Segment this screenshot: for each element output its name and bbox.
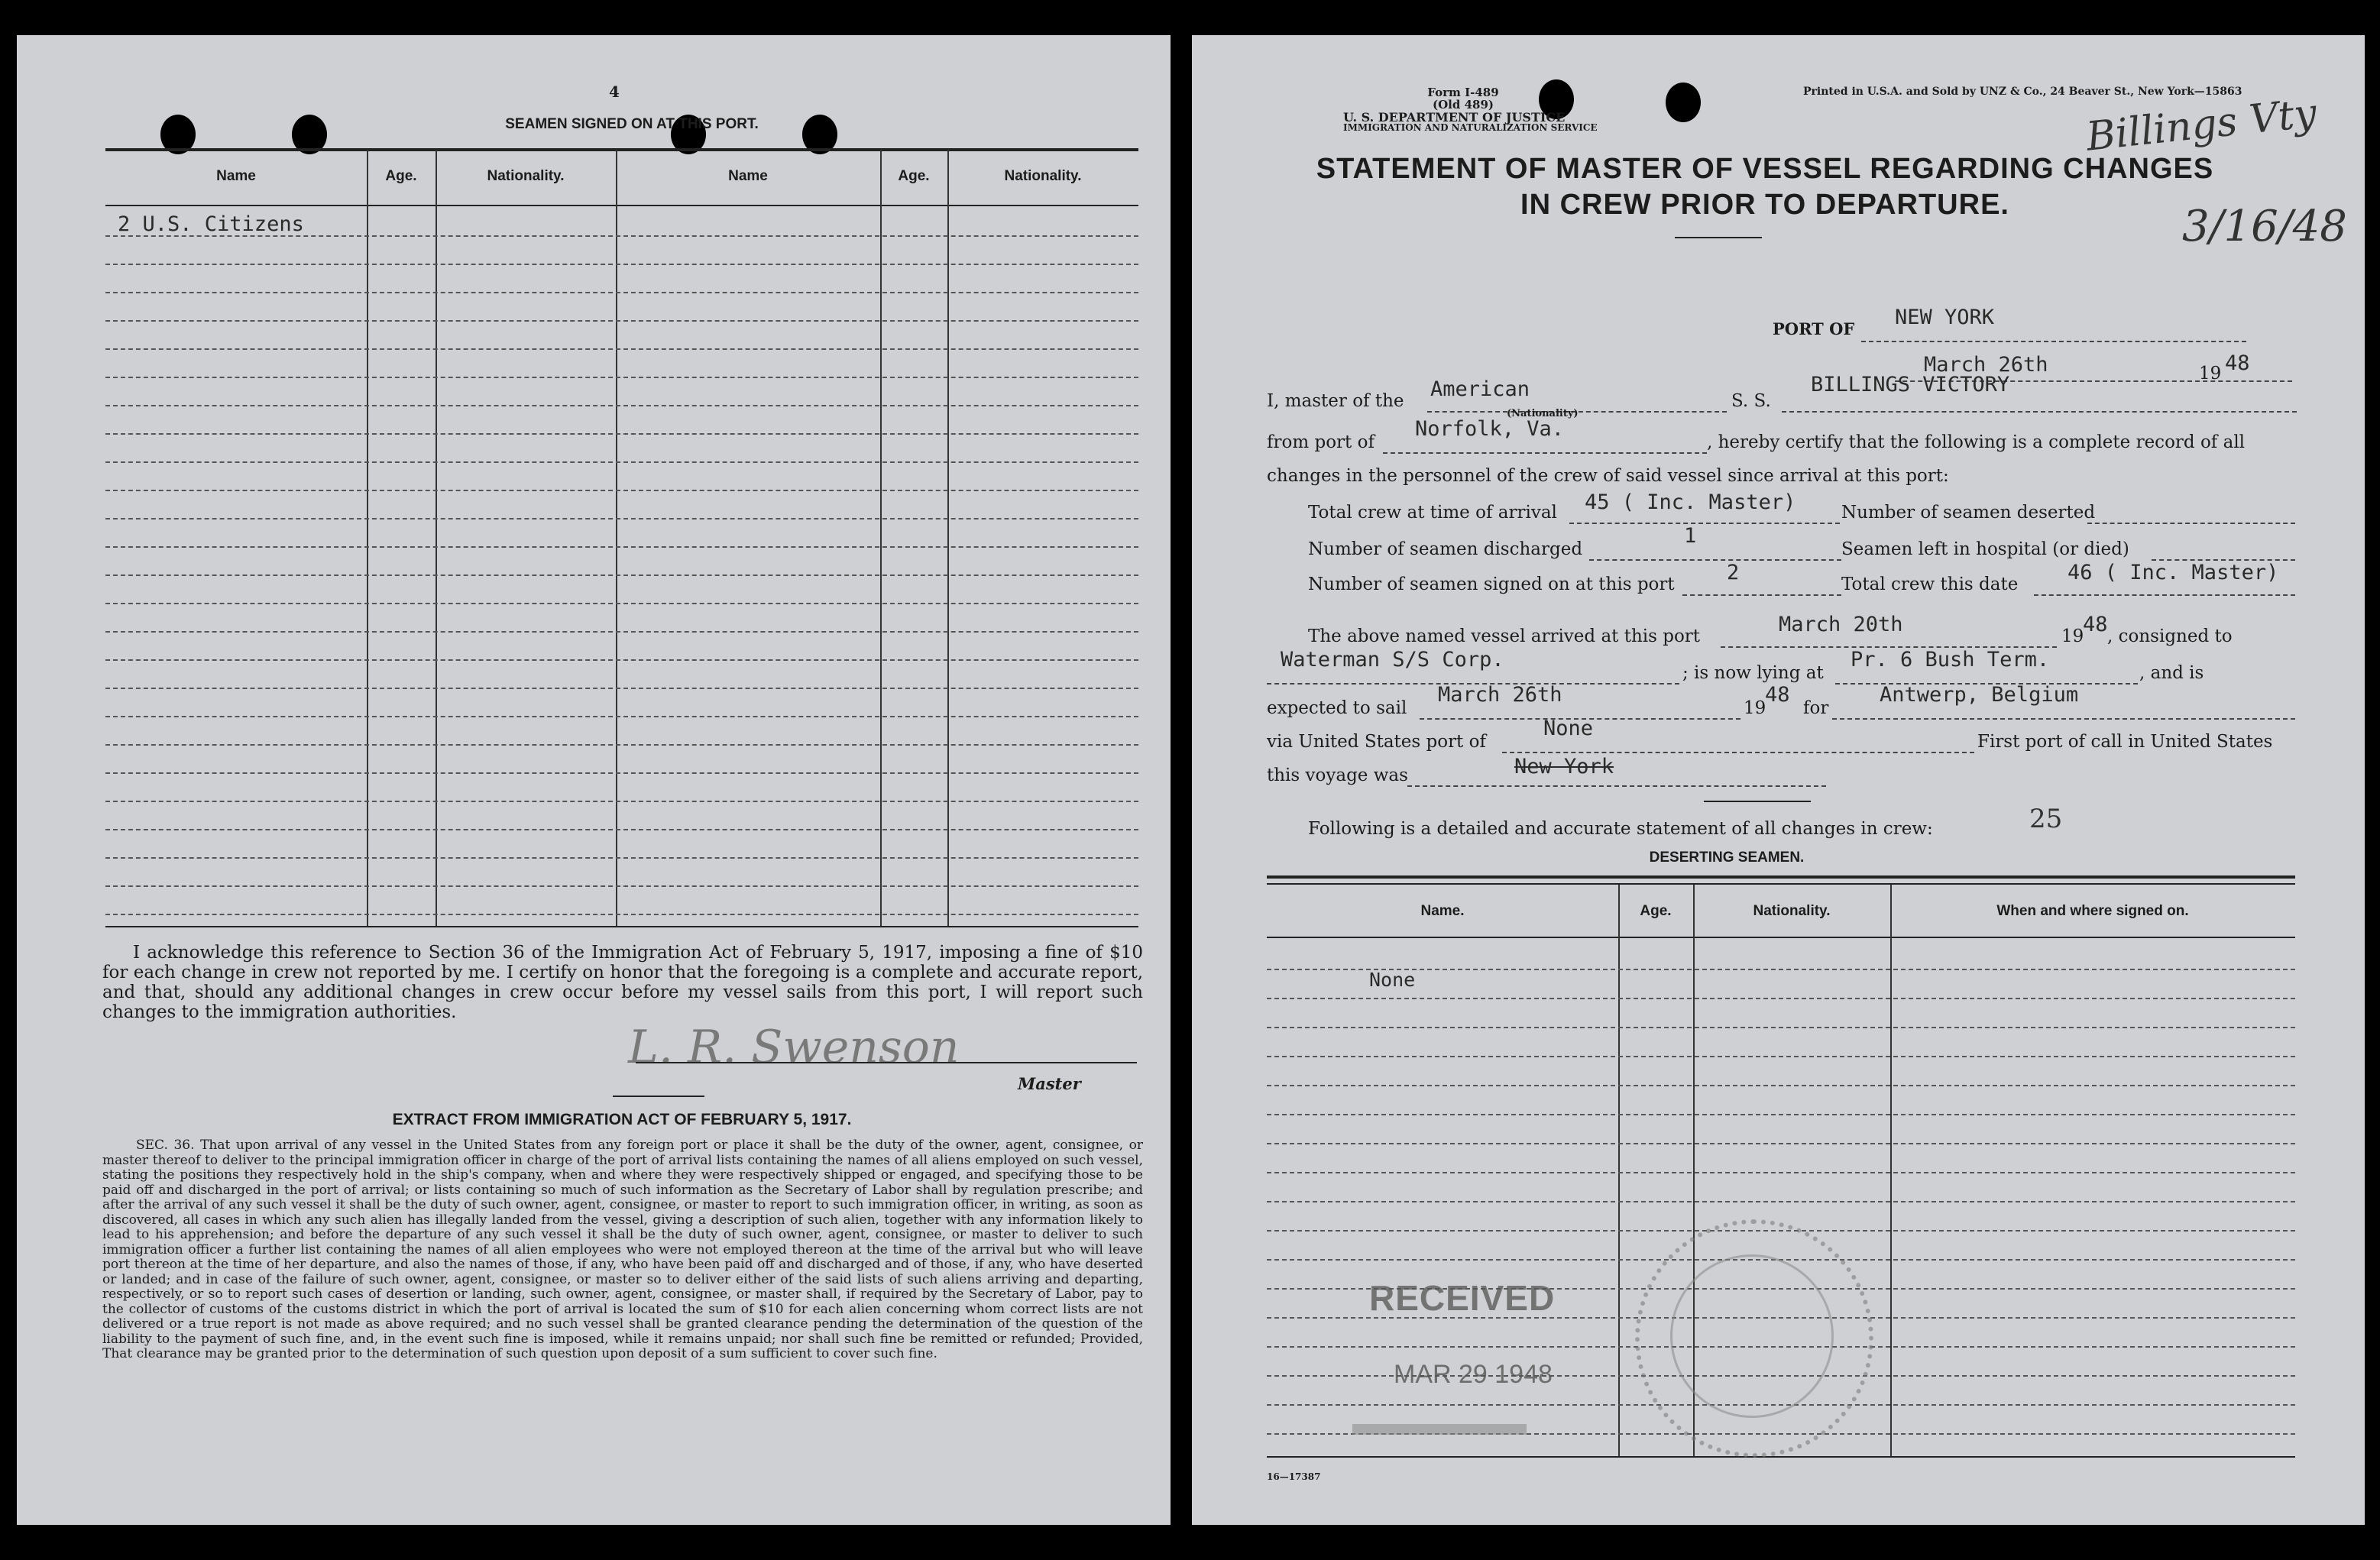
arrived-year-value: 48	[2083, 613, 2108, 636]
table-row-line	[105, 772, 1138, 774]
col-header-age-2: Age.	[898, 168, 930, 184]
table-row-line	[105, 744, 1138, 746]
arrived-value: March 20th	[1779, 613, 1903, 636]
signed-on-label: Number of seamen signed on at this port	[1308, 574, 1675, 594]
first-port-label: First port of call in United States	[1977, 732, 2273, 752]
table-row-line	[105, 405, 1138, 406]
table-header-rule	[105, 205, 1138, 206]
count-number: 25	[2029, 804, 2063, 834]
table-row-line	[105, 603, 1138, 604]
col-header-nationality-2: Nationality.	[1004, 168, 1082, 184]
total-crew-date-label: Total crew this date	[1841, 574, 2019, 594]
table-row-line	[105, 631, 1138, 633]
table-row-line	[105, 377, 1138, 378]
table-row-line	[105, 659, 1138, 661]
signature-line	[636, 1062, 1137, 1063]
table-row-line	[105, 914, 1138, 915]
circular-stamp	[1635, 1219, 1873, 1458]
signature-label: Master	[1018, 1074, 1081, 1093]
punch-hole	[1666, 83, 1701, 122]
col-header-age: Age.	[385, 168, 417, 184]
table-row-line	[105, 433, 1138, 435]
voyage-label: this voyage was	[1267, 765, 1408, 785]
expected-year-value: 48	[1765, 683, 1790, 707]
table-row-line	[105, 348, 1138, 350]
table-row-line	[105, 490, 1138, 491]
arrived-year-prefix: 19	[2061, 626, 2084, 646]
handwritten-vessel: Billings Vty	[2084, 90, 2319, 160]
deserting-row-line	[1267, 1056, 2295, 1057]
deserting-row-line	[1267, 1201, 2295, 1202]
table-row-line	[105, 292, 1138, 293]
discharged-field	[1589, 535, 1841, 561]
received-date-stamp: MAR 29 1948	[1394, 1360, 1553, 1389]
master-of-label: I, master of the	[1267, 391, 1404, 411]
arrived-label: The above named vessel arrived at this port	[1308, 626, 1701, 646]
table-row-line	[105, 235, 1138, 237]
from-port-label: from port of	[1267, 432, 1375, 452]
title-line-1: STATEMENT OF MASTER OF VESSEL REGARDING CHANGES	[1316, 153, 2214, 185]
deserted-label: Number of seamen deserted	[1841, 503, 2096, 523]
signed-on-value: 2	[1727, 561, 1740, 584]
received-stamp: RECEIVED	[1369, 1278, 1556, 1318]
table-row-line	[105, 688, 1138, 689]
changes-text: changes in the personnel of the crew of said vessel since arrival at this port:	[1267, 466, 1949, 486]
via-value: None	[1543, 717, 1594, 740]
hospital-field	[2152, 535, 2295, 561]
expected-year-prefix: 19	[1744, 698, 1766, 718]
deserting-col-age: Age.	[1640, 903, 1672, 919]
year-value: 48	[2225, 351, 2250, 375]
voyage-value: New York	[1514, 755, 1614, 778]
service: IMMIGRATION AND NATURALIZATION SERVICE	[1343, 122, 1598, 133]
deserting-entry: None	[1369, 969, 1416, 991]
discharged-label: Number of seamen discharged	[1308, 539, 1583, 559]
consigned-label: , consigned to	[2107, 626, 2233, 646]
and-is-label: , and is	[2139, 663, 2204, 683]
table-row-line	[105, 574, 1138, 576]
deserting-col-signed-on: When and where signed on.	[1996, 903, 2189, 919]
right-page	[1192, 35, 2365, 1525]
left-page	[17, 35, 1171, 1525]
table-row-line	[105, 857, 1138, 859]
deserting-col-name: Name.	[1420, 903, 1465, 919]
col-header-name: Name	[216, 168, 256, 184]
form-title	[1268, 151, 2262, 223]
table-row-line	[105, 518, 1138, 519]
table-row-line	[105, 546, 1138, 548]
port-of-label: PORT OF	[1773, 319, 1855, 338]
deserted-field	[2087, 498, 2295, 524]
expected-label: expected to sail	[1267, 698, 1407, 718]
deserting-row-line	[1267, 969, 2295, 970]
signed-on-field	[1682, 570, 1841, 596]
acknowledgement-text: I acknowledge this reference to Section 36 of the Immigration Act of February 5, 1917, imposing a fine of $10 for each change in crew not reported by me. I certify on honor that the foregoing is a complete and accurate report, and that, should any additional changes in crew occur before my vessel sails from this port, I will report such changes to the immigration authorities.	[102, 943, 1143, 1022]
department: U. S. DEPARTMENT OF JUSTICE	[1343, 110, 1566, 125]
table-row-line	[105, 716, 1138, 717]
ss-label: S. S.	[1731, 391, 1771, 411]
lying-label: ; is now lying at	[1682, 663, 1824, 683]
deserting-col-nationality: Nationality.	[1753, 903, 1831, 919]
table-row-line	[105, 264, 1138, 265]
deserting-header-rule	[1267, 937, 2295, 938]
lying-value: Pr. 6 Bush Term.	[1851, 648, 2050, 672]
for-label: for	[1803, 698, 1829, 718]
form-old: (Old 489)	[1433, 98, 1494, 112]
voyage-field	[1407, 761, 1826, 787]
nationality-caption: (Nationality)	[1507, 408, 1579, 419]
total-crew-arrival-label: Total crew at time of arrival	[1308, 503, 1557, 523]
nationality-value: American	[1430, 377, 1530, 401]
total-crew-arrival-value: 45 ( Inc. Master)	[1585, 490, 1796, 514]
table-row-line	[105, 320, 1138, 322]
from-port-value: Norfolk, Va.	[1415, 417, 1565, 441]
certify-text: , hereby certify that the following is a complete record of all	[1707, 432, 2246, 452]
table-row-line	[105, 829, 1138, 830]
hospital-label: Seamen left in hospital (or died)	[1841, 539, 2129, 559]
page-number: 4	[609, 83, 620, 101]
col-header-nationality: Nationality.	[487, 168, 565, 184]
destination-value: Antwerp, Belgium	[1880, 683, 2079, 707]
expected-value: March 26th	[1438, 683, 1562, 707]
discharged-value: 1	[1684, 524, 1697, 548]
printer-note: Printed in U.S.A. and Sold by UNZ & Co., 24 Beaver St., New York—15863	[1803, 86, 2242, 98]
table-row-line	[105, 801, 1138, 802]
deserting-row-line	[1267, 1085, 2295, 1086]
via-label: via United States port of	[1267, 732, 1486, 752]
master-signature: L. R. Swenson	[628, 1021, 960, 1074]
table-heading: SEAMEN SIGNED ON AT THIS PORT.	[505, 116, 759, 132]
deserting-row-line	[1267, 998, 2295, 999]
year-prefix: 19	[2199, 364, 2222, 384]
date-value: March 26th	[1924, 353, 2048, 377]
title-line-2: IN CREW PRIOR TO DEPARTURE.	[1520, 189, 2009, 221]
table-bottom-rule	[105, 926, 1138, 927]
smudged-mark	[1352, 1424, 1527, 1435]
form-number: Form I-489	[1427, 86, 1499, 99]
deserting-row-line	[1267, 1114, 2295, 1115]
following-text: Following is a detailed and accurate statement of all changes in crew:	[1308, 819, 1933, 839]
extract-text: SEC. 36. That upon arrival of any vessel in the United States from any foreign port or place it shall be the duty of the owner, agent, consignee, or master thereof to deliver to the principal immigration officer in charge of the port of arrival lists containing the names of all aliens employed on such vessel, stating the positions they respectively hold in the ship's company, when and where they were respectively shipped or engaged, and specifying those to be paid off and discharged in the port of arrival; or lists containing so much of such information as the Secretary of Labor shall by regulation prescribe; and after the arrival of any such vessel it shall be the duty of such owner, agent, consignee, or master to report to such immigration officer, in writing, as soon as discovered, all cases in which any such alien has illegally landed from the vessel, giving a description of such alien, together with any information likely to lead to his apprehension; and before the departure of any such vessel it shall be the duty of such owner, agent, consignee, or master to deliver to such immigration officer a further list containing the names of all alien employees who were not employed thereon at the time of the arrival but who will leave port thereon at the time of her departure, and also the names of those, if any, who have been paid off and discharged and of those, if any, who have deserted or landed; and in case of the failure of such owner, agent, consignee, or master so to deliver either of the said lists of such aliens arriving and departing, respectively, or so to report such cases of desertion or landing, such owner, agent, consignee, or master shall, if required by the Secretary of Labor, pay to the collector of customs of the customs district in which the port of arrival is located the sum of $10 for each alien concerning whom correct lists are not delivered or a true report is not made as above required; and no such vessel shall be granted clearance pending the determination of the question of the liability to the payment of such fine, and, in the event such fine is imposed, while it remains unpaid; nor shall such fine be remitted or refunded; Provided, That clearance may be granted prior to the determination of such question upon deposit of a sum sufficient to cover such fine.	[102, 1138, 1143, 1361]
extract-heading: EXTRACT FROM IMMIGRATION ACT OF FEBRUARY 5, 1917.	[392, 1111, 852, 1128]
port-of-value: NEW YORK	[1895, 306, 1995, 329]
table-row-line	[105, 885, 1138, 887]
table-row-line	[105, 461, 1138, 463]
col-header-name-2: Name	[728, 168, 768, 184]
deserting-row-line	[1267, 1027, 2295, 1028]
handwritten-date: 3/16/48	[2182, 202, 2347, 251]
signed-on-entry: 2 U.S. Citizens	[118, 212, 304, 236]
deserting-bottom-rule	[1267, 1456, 2295, 1458]
deserting-top-rule	[1267, 875, 2295, 879]
table-top-rule	[105, 148, 1138, 151]
footer-code: 16—17387	[1267, 1471, 1321, 1482]
deserting-row-line	[1267, 1172, 2295, 1173]
vessel-value: BILLINGS VICTORY	[1811, 373, 2010, 396]
consignee-value: Waterman S/S Corp.	[1281, 648, 1504, 672]
deserting-row-line	[1267, 1143, 2295, 1144]
deserting-heading: DESERTING SEAMEN.	[1649, 850, 1805, 866]
total-crew-date-value: 46 ( Inc. Master)	[2068, 561, 2279, 584]
